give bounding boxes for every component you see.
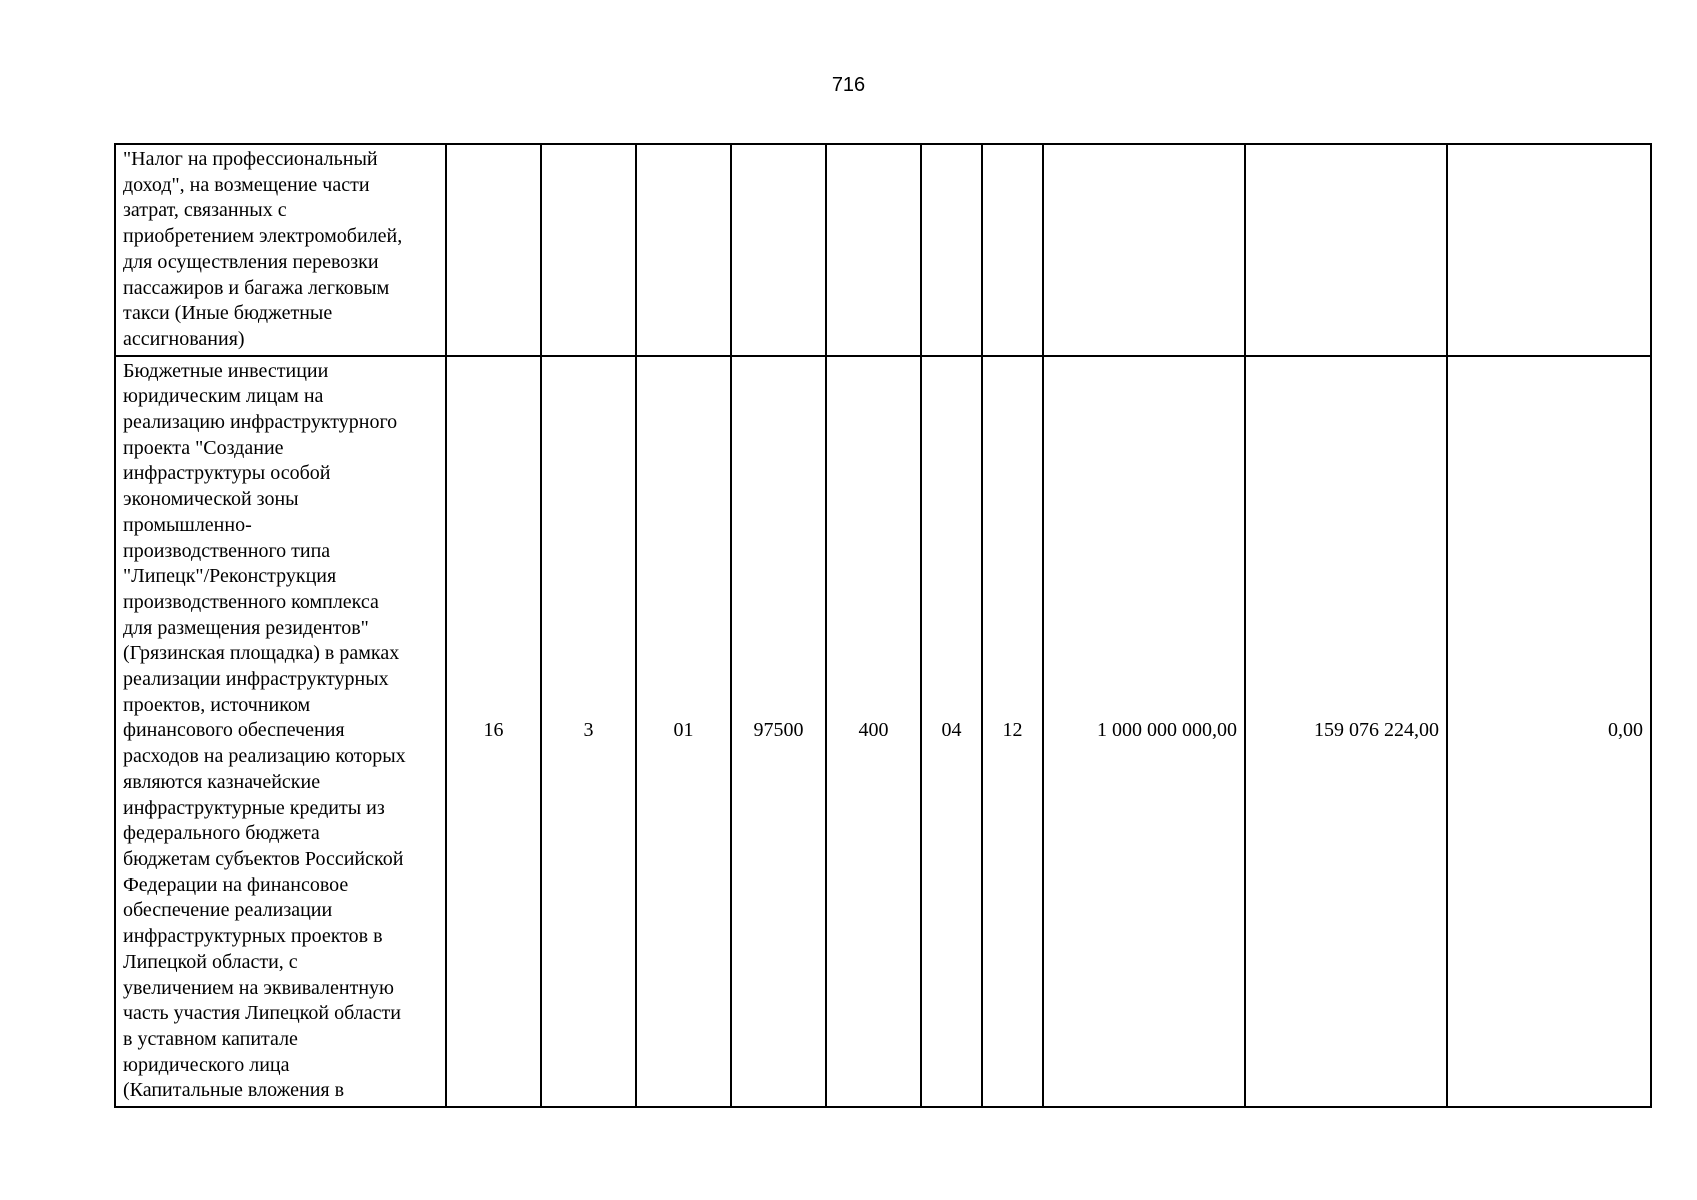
code-cell <box>921 144 982 356</box>
row-description: "Налог на профессиональный доход", на возмещение части затрат, связанных с приобретением электромобилей, для осуществления перевозки пассажиров и багажа легковым такси (Иные бюджетные ассигнования) <box>115 144 446 356</box>
code-cell: 16 <box>446 356 541 1107</box>
amount-cell <box>1245 144 1447 356</box>
row-description: Бюджетные инвестиции юридическим лицам на реализацию инфраструктурного проекта "Создание инфраструктуры особой экономической зоны промышленно- производственного типа "Липецк"/Реконструкция производственного комплекса для размещения резидентов" (Грязинская площадка) в рамках реализации инфраструктурных проектов, источником финансового обеспечения расходов на реализацию которых являются казначейские инфраструктурные кредиты из федерального бюджета бюджетам субъектов Российской Федерации на финансовое обеспечение реализации инфраструктурных проектов в Липецкой области, с увеличением на эквивалентную часть участия Липецкой области в уставном капитале юридического лица (Капитальные вложения в <box>115 356 446 1107</box>
code-cell <box>636 144 731 356</box>
code-cell: 01 <box>636 356 731 1107</box>
code-cell: 97500 <box>731 356 826 1107</box>
code-cell <box>446 144 541 356</box>
table-row <box>115 144 1651 356</box>
code-cell <box>541 144 636 356</box>
amount-cell: 0,00 <box>1447 356 1651 1107</box>
code-cell <box>982 144 1043 356</box>
code-cell: 3 <box>541 356 636 1107</box>
amount-cell <box>1043 144 1245 356</box>
code-cell <box>731 144 826 356</box>
amount-cell <box>1447 144 1651 356</box>
amount-cell: 159 076 224,00 <box>1245 356 1447 1107</box>
code-cell: 04 <box>921 356 982 1107</box>
page-number: 716 <box>831 74 866 96</box>
budget-table <box>114 143 1652 1108</box>
amount-cell: 1 000 000 000,00 <box>1043 356 1245 1107</box>
code-cell: 12 <box>982 356 1043 1107</box>
code-cell: 400 <box>826 356 921 1107</box>
code-cell <box>826 144 921 356</box>
table-row <box>115 356 1651 1107</box>
